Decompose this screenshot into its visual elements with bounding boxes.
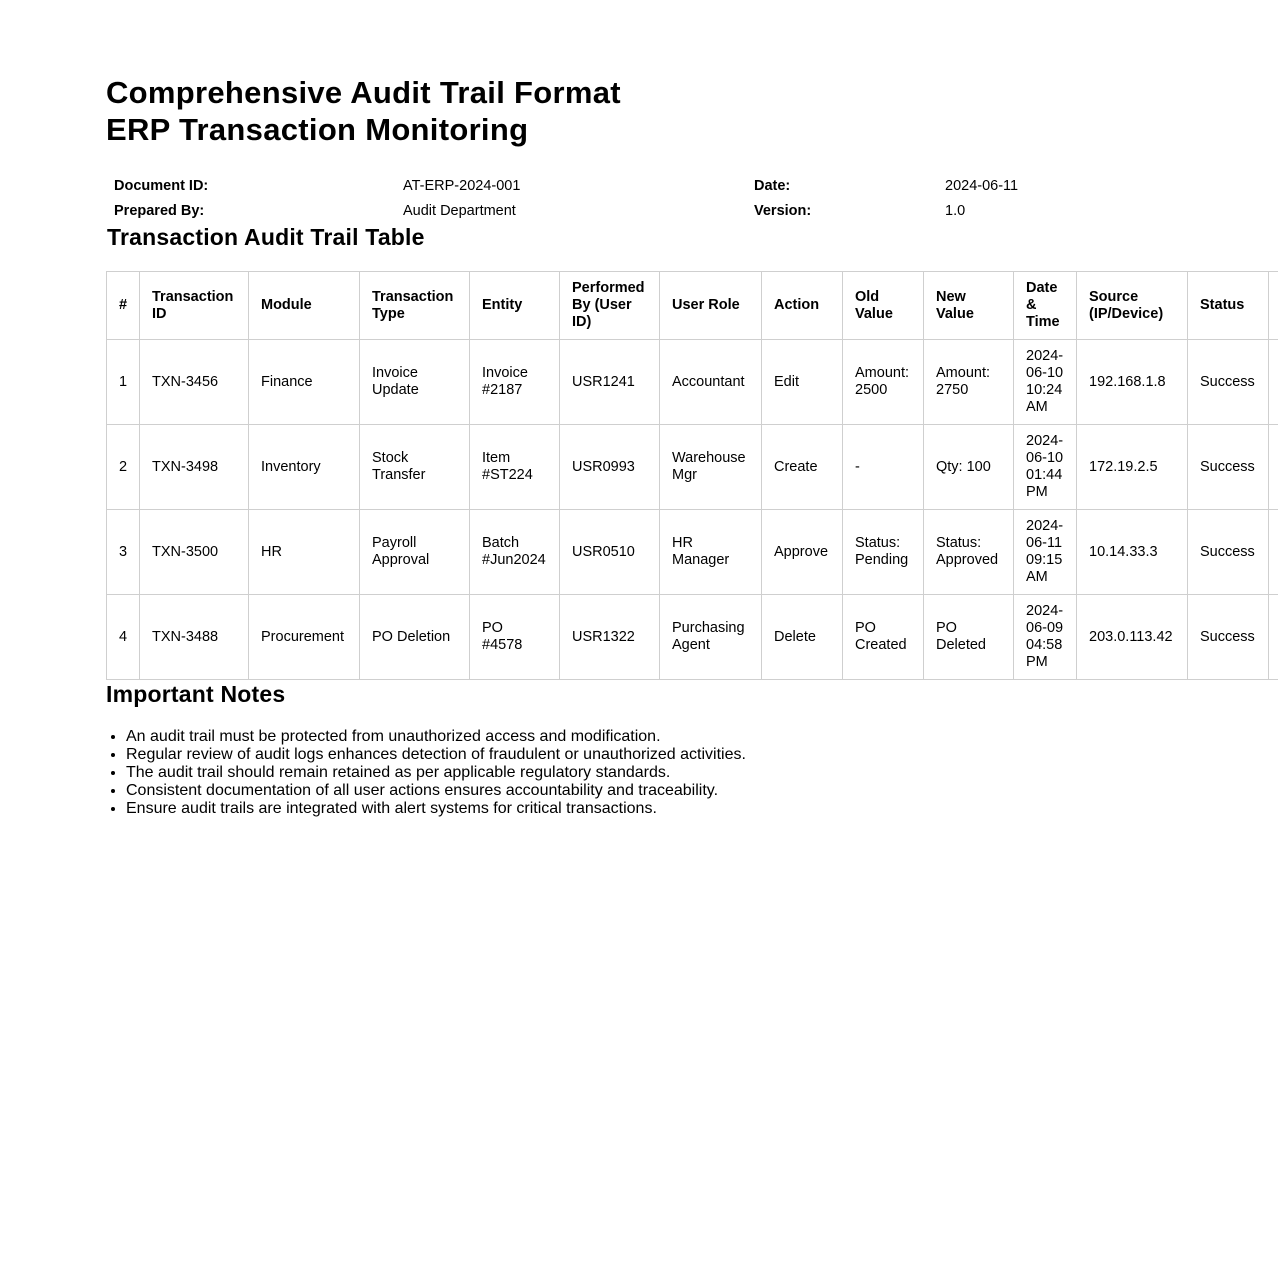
column-header-overflow	[1269, 272, 1278, 340]
meta-row	[106, 173, 1166, 198]
table-row	[107, 340, 1278, 425]
page-title	[106, 74, 1278, 148]
note-item: • Regular review of audit logs enhances detection of fraudulent or unauthorized activities.	[126, 746, 1278, 764]
audit-table-title: Transaction Audit Trail Table	[107, 224, 425, 250]
table-cell: TXN-3456	[140, 340, 249, 425]
table-cell: PO Deletion	[360, 595, 470, 680]
table-cell: -	[843, 425, 924, 510]
document-page	[106, 74, 1278, 818]
table-row	[107, 425, 1278, 510]
table-cell: USR1322	[560, 595, 660, 680]
table-cell: Edit	[762, 340, 843, 425]
table-cell: HR	[249, 510, 360, 595]
table-cell-overflow	[1269, 340, 1278, 425]
table-cell: 2024-06-10 01:44 PM	[1014, 425, 1077, 510]
table-cell: HR Manager	[660, 510, 762, 595]
notes-title: Important Notes	[106, 681, 286, 707]
table-cell: Item #ST224	[470, 425, 560, 510]
column-header: New Value	[924, 272, 1014, 340]
table-cell: 3	[107, 510, 140, 595]
column-header: #	[107, 272, 140, 340]
version-value: 1.0	[945, 202, 966, 219]
note-item: • Consistent documentation of all user actions ensures accountability and traceability.	[126, 782, 1278, 800]
table-row	[107, 510, 1278, 595]
table-cell-overflow	[1269, 425, 1278, 510]
table-cell: 1	[107, 340, 140, 425]
table-cell: Status: Pending	[843, 510, 924, 595]
table-cell: Success	[1188, 510, 1269, 595]
column-header: Entity	[470, 272, 560, 340]
document-meta-table	[106, 173, 1166, 223]
column-header: Transaction Type	[360, 272, 470, 340]
table-cell: 10.14.33.3	[1077, 510, 1188, 595]
table-cell: USR1241	[560, 340, 660, 425]
note-item: • The audit trail should remain retained as per applicable regulatory standards.	[126, 764, 1278, 782]
column-header: User Role	[660, 272, 762, 340]
table-cell: TXN-3500	[140, 510, 249, 595]
title-line-1: Comprehensive Audit Trail Format	[106, 75, 621, 110]
column-header: Module	[249, 272, 360, 340]
note-item: • An audit trail must be protected from unauthorized access and modification.	[126, 728, 1278, 746]
table-cell: PO Deleted	[924, 595, 1014, 680]
version-label: Version:	[754, 202, 812, 219]
table-cell: Accountant	[660, 340, 762, 425]
audit-table-container	[106, 271, 1278, 680]
table-cell: TXN-3488	[140, 595, 249, 680]
meta-row	[106, 198, 1166, 223]
column-header: Status	[1188, 272, 1269, 340]
table-cell: PO #4578	[470, 595, 560, 680]
table-cell: TXN-3498	[140, 425, 249, 510]
table-cell: 4	[107, 595, 140, 680]
table-cell: 2024-06-11 09:15 AM	[1014, 510, 1077, 595]
table-cell: Purchasing Agent	[660, 595, 762, 680]
table-cell: Delete	[762, 595, 843, 680]
table-cell: 192.168.1.8	[1077, 340, 1188, 425]
audit-trail-table	[106, 271, 1278, 680]
note-item: • Ensure audit trails are integrated with alert systems for critical transactions.	[126, 800, 1278, 818]
table-cell: 172.19.2.5	[1077, 425, 1188, 510]
column-header: Source (IP/Device)	[1077, 272, 1188, 340]
table-cell: Success	[1188, 425, 1269, 510]
table-header-row	[107, 272, 1278, 340]
column-header: Old Value	[843, 272, 924, 340]
notes-list	[106, 728, 1278, 818]
date-value: 2024-06-11	[945, 177, 1019, 194]
table-cell: PO Created	[843, 595, 924, 680]
table-row	[107, 595, 1278, 680]
column-header: Action	[762, 272, 843, 340]
column-header: Transaction ID	[140, 272, 249, 340]
prepared-by-value: Audit Department	[403, 202, 516, 219]
table-cell: 203.0.113.42	[1077, 595, 1188, 680]
table-cell-overflow	[1269, 595, 1278, 680]
table-cell: Invoice Update	[360, 340, 470, 425]
table-cell: Warehouse Mgr	[660, 425, 762, 510]
prepared-by-label: Prepared By:	[114, 202, 205, 219]
document-id-label: Document ID:	[114, 177, 209, 194]
table-cell-overflow	[1269, 510, 1278, 595]
column-header: Performed By (User ID)	[560, 272, 660, 340]
date-label: Date:	[754, 177, 791, 194]
table-body	[107, 340, 1278, 680]
table-cell: Inventory	[249, 425, 360, 510]
table-cell: USR0510	[560, 510, 660, 595]
table-cell: Payroll Approval	[360, 510, 470, 595]
table-cell: Amount: 2750	[924, 340, 1014, 425]
table-cell: Stock Transfer	[360, 425, 470, 510]
document-id-value: AT-ERP-2024-001	[403, 177, 521, 194]
table-cell: Finance	[249, 340, 360, 425]
table-cell: Approve	[762, 510, 843, 595]
table-cell: 2024-06-09 04:58 PM	[1014, 595, 1077, 680]
table-cell: Batch #Jun2024	[470, 510, 560, 595]
table-cell: Invoice #2187	[470, 340, 560, 425]
title-line-2: ERP Transaction Monitoring	[106, 112, 529, 147]
table-cell: Status: Approved	[924, 510, 1014, 595]
table-cell: Qty: 100	[924, 425, 1014, 510]
column-header: Date & Time	[1014, 272, 1077, 340]
table-cell: Procurement	[249, 595, 360, 680]
table-cell: Create	[762, 425, 843, 510]
table-cell: Success	[1188, 340, 1269, 425]
table-cell: USR0993	[560, 425, 660, 510]
table-cell: 2024-06-10 10:24 AM	[1014, 340, 1077, 425]
table-cell: 2	[107, 425, 140, 510]
table-cell: Success	[1188, 595, 1269, 680]
table-cell: Amount: 2500	[843, 340, 924, 425]
